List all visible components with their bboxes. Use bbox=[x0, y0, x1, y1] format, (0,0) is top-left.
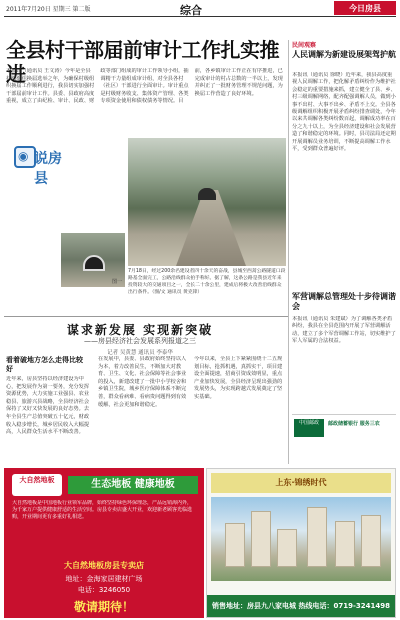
sidebar-headline-2: 军营调解总管理处十步待调谐会 bbox=[292, 292, 396, 311]
building-5 bbox=[335, 521, 355, 567]
photo-tunnel bbox=[198, 188, 216, 200]
camera-icon: ◉ bbox=[18, 149, 29, 163]
flooring-tagline: 敬请期待！ bbox=[73, 600, 134, 614]
building-2 bbox=[251, 511, 271, 567]
sidebar-text-2: 本报讯（通讯员 朱建斌）为了调解各类矛盾纠纷，我县在全县范围内开展了军营调解活动，建立了多个军营调解工作站，切实维护了军人军属的合法权益。 bbox=[292, 316, 396, 345]
postal-ad bbox=[292, 414, 396, 464]
issue-date: 2011年7月20日 星期三 第二版 bbox=[6, 6, 91, 13]
photo-road bbox=[176, 190, 246, 266]
road-construction-photo bbox=[128, 138, 286, 266]
column-divider bbox=[288, 40, 289, 464]
photo-caption: 7月18日，经过200余名建设者四十余天的奋战，县城至西蒿公路隧道口段路基全面完工，公路沿线群众拍手称好。据了解，这条公路是我县近年来投资较大的交通项目之一，全长二十余公里，建成后将极大改善沿线群众出行条件。（图/文 通讯员 黄克锋） bbox=[128, 269, 286, 295]
lead-article-text: 本报讯（通讯员 王文涛）今年是全县村级组织换届选举之年，为确保村级组织换届工作顺利进行，我县切实加强村干部届前审计工作。县委、县政府高度重视，成立了由纪检、审计、民政、财政等部门组成的审计工作领导小组，抽调精干力量组成审计组，对全县各村（社区）干部进行全面审计。审计重点是村级财务收支、集体资产管理、各类专项资金使用和债权债务等情况。目前，各乡镇审计工作正在有序推进，已完成审计的村占总数的一半以上，发现并纠正了一批财务管理不规范问题，为换届工作营造了良好环境。 bbox=[6, 68, 283, 105]
sidebar-text-1: 本报讯（通讯员 徐晓）近年来，我县高度重视人民调解工作，把化解矛盾纠纷作为维护社会稳定的重要措施来抓，建立健全了县、乡、村三级调解网络，配齐配强调解人员，做到小事不出村、大事不出乡、矛盾不上交。全县各级调解组织积极开展矛盾纠纷排查调处，今年以来共调解各类纠纷数百起，调解成功率在百分之九十以上，为全县经济建设和社会发展营造了和谐稳定的环境。同时，县司法局还定期开展调解员业务培训，不断提高调解工作水平，受到群众普遍好评。 bbox=[292, 72, 396, 153]
section-name: 综合 bbox=[180, 4, 202, 17]
building-1 bbox=[225, 523, 245, 567]
sidebar-headline-1: 人民调解为新建设展架驾护航 bbox=[292, 50, 396, 59]
main-headline: 全县村干部届前审计工作扎实推进 bbox=[6, 38, 279, 86]
flooring-store-name: 大自然地板房县专卖店 bbox=[64, 561, 144, 570]
real-estate-title: 上东·锦绣时代 bbox=[211, 473, 391, 493]
flooring-slogan: 生态地板 健康地板 bbox=[68, 476, 198, 494]
sidebar-kicker: 民间观察 bbox=[292, 42, 317, 49]
postal-ad-text: 邮政储蓄银行 服务三农 bbox=[328, 421, 380, 427]
building-4 bbox=[307, 507, 327, 567]
section2-title: 谋求新发展 实现新突破 bbox=[66, 323, 214, 337]
article-column-1: 近年来，房县坚持以经济建设为中心，把发展作为第一要务，充分发挥资源优势，大力实施工业强县、农业稳县、旅游兴县战略，全县经济社会保持了又好又快发展的良好态势。去年全县生产总值突破五十亿元，财政收入稳步增长，城乡居民收入大幅提高，人民群众生活水平不断改善。 bbox=[6, 376, 90, 436]
page-header bbox=[0, 0, 400, 40]
article-column-2: 在发展中，县委、县政府始终坚持以人为本，着力改善民生，不断加大对教育、卫生、文化、社会保障等社会事业的投入，新建改建了一批中小学校舍和乡镇卫生院，城乡医疗保障体系不断完善，群众看病难、看病贵问题得到有效缓解，社会更加和谐稳定。 bbox=[98, 356, 187, 408]
section2-byline: 记者 吴黄慧 通讯员 李泰华 bbox=[107, 350, 173, 356]
flooring-address: 地址：金海家居建材广场 bbox=[65, 575, 143, 583]
postal-logo: 中国邮政 bbox=[294, 419, 324, 437]
section2-subtitle: ——房县经济社会发展系列报道之三 bbox=[84, 337, 196, 345]
tunnel-entrance bbox=[83, 255, 105, 271]
feature-label-text: 说房县 bbox=[34, 151, 62, 187]
section-divider bbox=[4, 316, 288, 317]
photo-tag: 图一 bbox=[112, 279, 123, 285]
flooring-advertisement bbox=[4, 468, 204, 618]
flooring-ad-body: 大自然地板是中国地板行业领军品牌，始终坚持绿色环保理念，产品远销海内外，为千家万户提供健康舒适的生活空间。房县专卖店盛大开业，欢迎新老顾客光临选购，开业期间更有多重好礼相送。 bbox=[12, 500, 193, 520]
real-estate-contact: 销售地址：房县九八家电城 热线电话：0719-3241498 bbox=[207, 595, 395, 617]
real-estate-advertisement bbox=[206, 468, 396, 618]
flooring-phone: 电话：3246050 bbox=[77, 586, 131, 594]
real-estate-render bbox=[211, 497, 391, 581]
building-6 bbox=[361, 515, 381, 567]
header-rule bbox=[4, 16, 396, 17]
newspaper-brand-logo: 今日房县 bbox=[334, 1, 396, 15]
right-sidebar bbox=[292, 40, 396, 464]
flooring-brand-logo: 大自然地板 bbox=[12, 474, 62, 496]
article-subhead: 看着破地方怎么走得比较好 bbox=[6, 356, 83, 373]
building-3 bbox=[277, 529, 297, 567]
article-column-3: 今年以来，全县上下紧紧围绕十二五规划目标，抢抓机遇，真抓实干，项目建设全面提速，招商引资成效明显，重点产业加快发展，全县经济呈现出强劲的发展势头，为实现跨越式发展奠定了坚实基础。 bbox=[194, 356, 283, 400]
feature-label bbox=[14, 146, 72, 187]
